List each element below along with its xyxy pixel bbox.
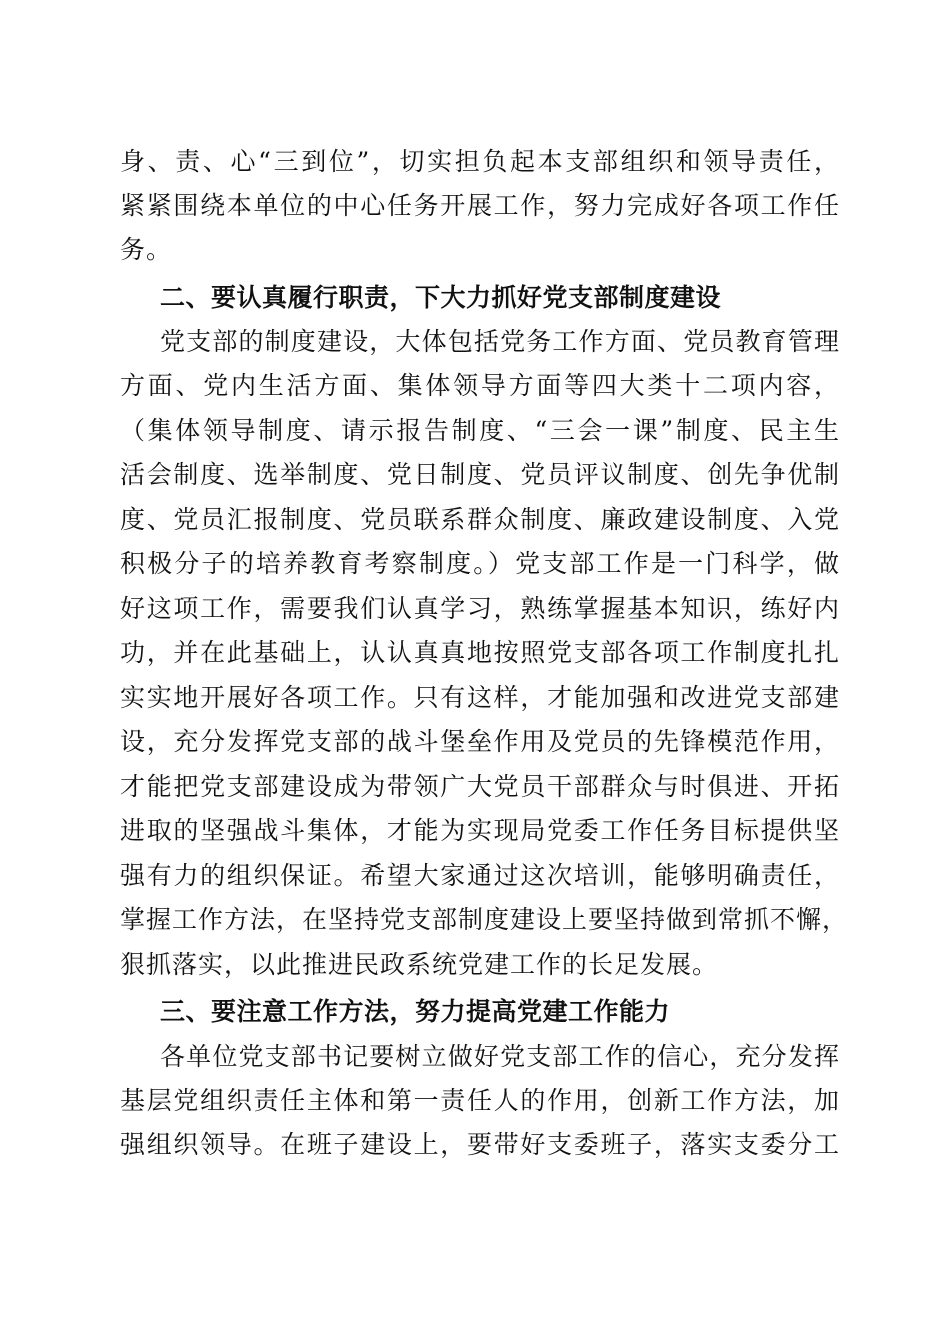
body-text-line: 设，充分发挥党支部的战斗堡垒作用及党员的先锋模范作用，: [120, 727, 840, 756]
body-text-line: 党支部的制度建设，大体包括党务工作方面、党员教育管理: [160, 327, 840, 356]
body-text-line: 功，并在此基础上，认认真真地按照党支部各项工作制度扎扎: [120, 638, 840, 667]
body-text-line: 强组织领导。在班子建设上，要带好支委班子，落实支委分工: [120, 1130, 840, 1159]
body-text-line: 实实地开展好各项工作。只有这样，才能加强和改进党支部建: [120, 683, 840, 712]
body-text-line: 基层党组织责任主体和第一责任人的作用，创新工作方法，加: [120, 1086, 840, 1115]
body-text-line: 好这项工作，需要我们认真学习，熟练掌握基本知识，练好内: [120, 594, 840, 623]
section-heading-3: 三、要注意工作方法，努力提高党建工作能力: [160, 997, 671, 1026]
body-text-line: 狠抓落实，以此推进民政系统党建工作的长足发展。: [120, 950, 719, 979]
body-text-line: 身、责、心“三到位”，切实担负起本支部组织和领导责任，: [120, 147, 840, 176]
body-text-line: 务。: [120, 235, 173, 264]
body-text-line: 各单位党支部书记要树立做好党支部工作的信心，充分发挥: [160, 1042, 840, 1071]
body-text-line: 强有力的组织保证。希望大家通过这次培训，能够明确责任，: [120, 861, 840, 890]
body-text-line: 紧紧围绕本单位的中心任务开展工作，努力完成好各项工作任: [120, 191, 840, 220]
body-text-line: 方面、党内生活方面、集体领导方面等四大类十二项内容，: [120, 371, 840, 400]
body-text-line: （集体领导制度、请示报告制度、“三会一课”制度、民主生: [120, 416, 840, 445]
body-text-line: 掌握工作方法，在坚持党支部制度建设上要坚持做到常抓不懈，: [120, 905, 849, 934]
body-text-line: 度、党员汇报制度、党员联系群众制度、廉政建设制度、入党: [120, 505, 840, 534]
body-text-line: 活会制度、选举制度、党日制度、党员评议制度、创先争优制: [120, 460, 840, 489]
section-heading-2: 二、要认真履行职责，下大力抓好党支部制度建设: [160, 283, 722, 312]
body-text-line: 进取的坚强战斗集体，才能为实现局党委工作任务目标提供坚: [120, 816, 840, 845]
body-text-line: 积极分子的培养教育考察制度。）党支部工作是一门科学，做: [120, 549, 840, 578]
body-text-line: 才能把党支部建设成为带领广大党员干部群众与时俱进、开拓: [120, 772, 840, 801]
